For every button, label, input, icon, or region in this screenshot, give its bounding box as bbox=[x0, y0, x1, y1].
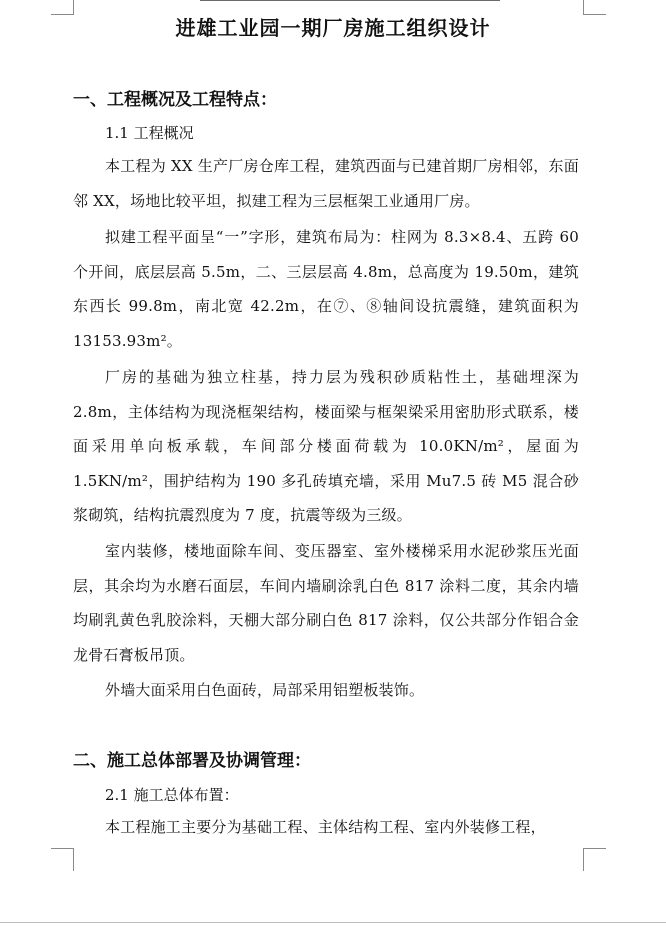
paragraph-construction-phases: 本工程施工主要分为基础工程、主体结构工程、室内外装修工程， bbox=[105, 818, 546, 836]
section-1-heading: 一、工程概况及工程特点： bbox=[73, 90, 277, 110]
section-1-1-heading: 1.1 工程概况 bbox=[105, 124, 194, 142]
page-bottom-edge bbox=[0, 922, 666, 923]
top-divider bbox=[200, 0, 500, 1]
paragraph-project-location: 本工程为 XX 生产厂房仓库工程，建筑西面与已建首期厂房相邻，东面邻 XX，场地比较平坦，拟建工程为三层框架工业通用厂房。 bbox=[73, 157, 579, 210]
paragraph-interior-finish: 室内装修，楼地面除车间、变压器室、室外楼梯采用水泥砂浆压光面层，其余均为水磨石面层，车间内墙刷涂乳白色 817 涂料二度，其余内墙均刷乳黄色乳胶涂料，天棚大部分刷白色 817 涂料，仅公共部分作铝合金龙骨石膏板吊顶。 bbox=[73, 542, 579, 664]
margin-corner-bottom-right bbox=[583, 848, 606, 871]
paragraph-exterior-finish: 外墙大面采用白色面砖，局部采用铝塑板装饰。 bbox=[105, 681, 425, 699]
margin-corner-top-left bbox=[51, 0, 74, 15]
section-2-1-heading: 2.1 施工总体布置： bbox=[105, 786, 239, 804]
margin-corner-bottom-left bbox=[51, 848, 74, 871]
paragraph-foundation-structure: 厂房的基础为独立柱基，持力层为残积砂质粘性土，基础埋深为 2.8m，主体结构为现浇框架结构，楼面梁与框架梁采用密肋形式联系，楼面采用单向板承载，车间部分楼面荷载为 10.0KN/m²，屋面为 1.5KN/m²，围护结构为 190 多孔砖填充墙，采用 Mu7.5 砖 M5 混合砂浆砌筑，结构抗震烈度为 7 度，抗震等级为三级。 bbox=[73, 368, 579, 524]
paragraph-building-layout: 拟建工程平面呈“一”字形，建筑布局为：柱网为 8.3×8.4、五跨 60 个开间，底层层高 5.5m，二、三层层高 4.8m，总高度为 19.50m，建筑东西长 99.8m，南北宽 42.2m，在⑦、⑧轴间设抗震缝，建筑面积为 13153.93m²。 bbox=[73, 228, 579, 350]
section-2-heading: 二、施工总体部署及协调管理： bbox=[73, 751, 311, 771]
margin-corner-top-right bbox=[583, 0, 606, 15]
document-title: 进雄工业园一期厂房施工组织设计 bbox=[175, 16, 491, 40]
